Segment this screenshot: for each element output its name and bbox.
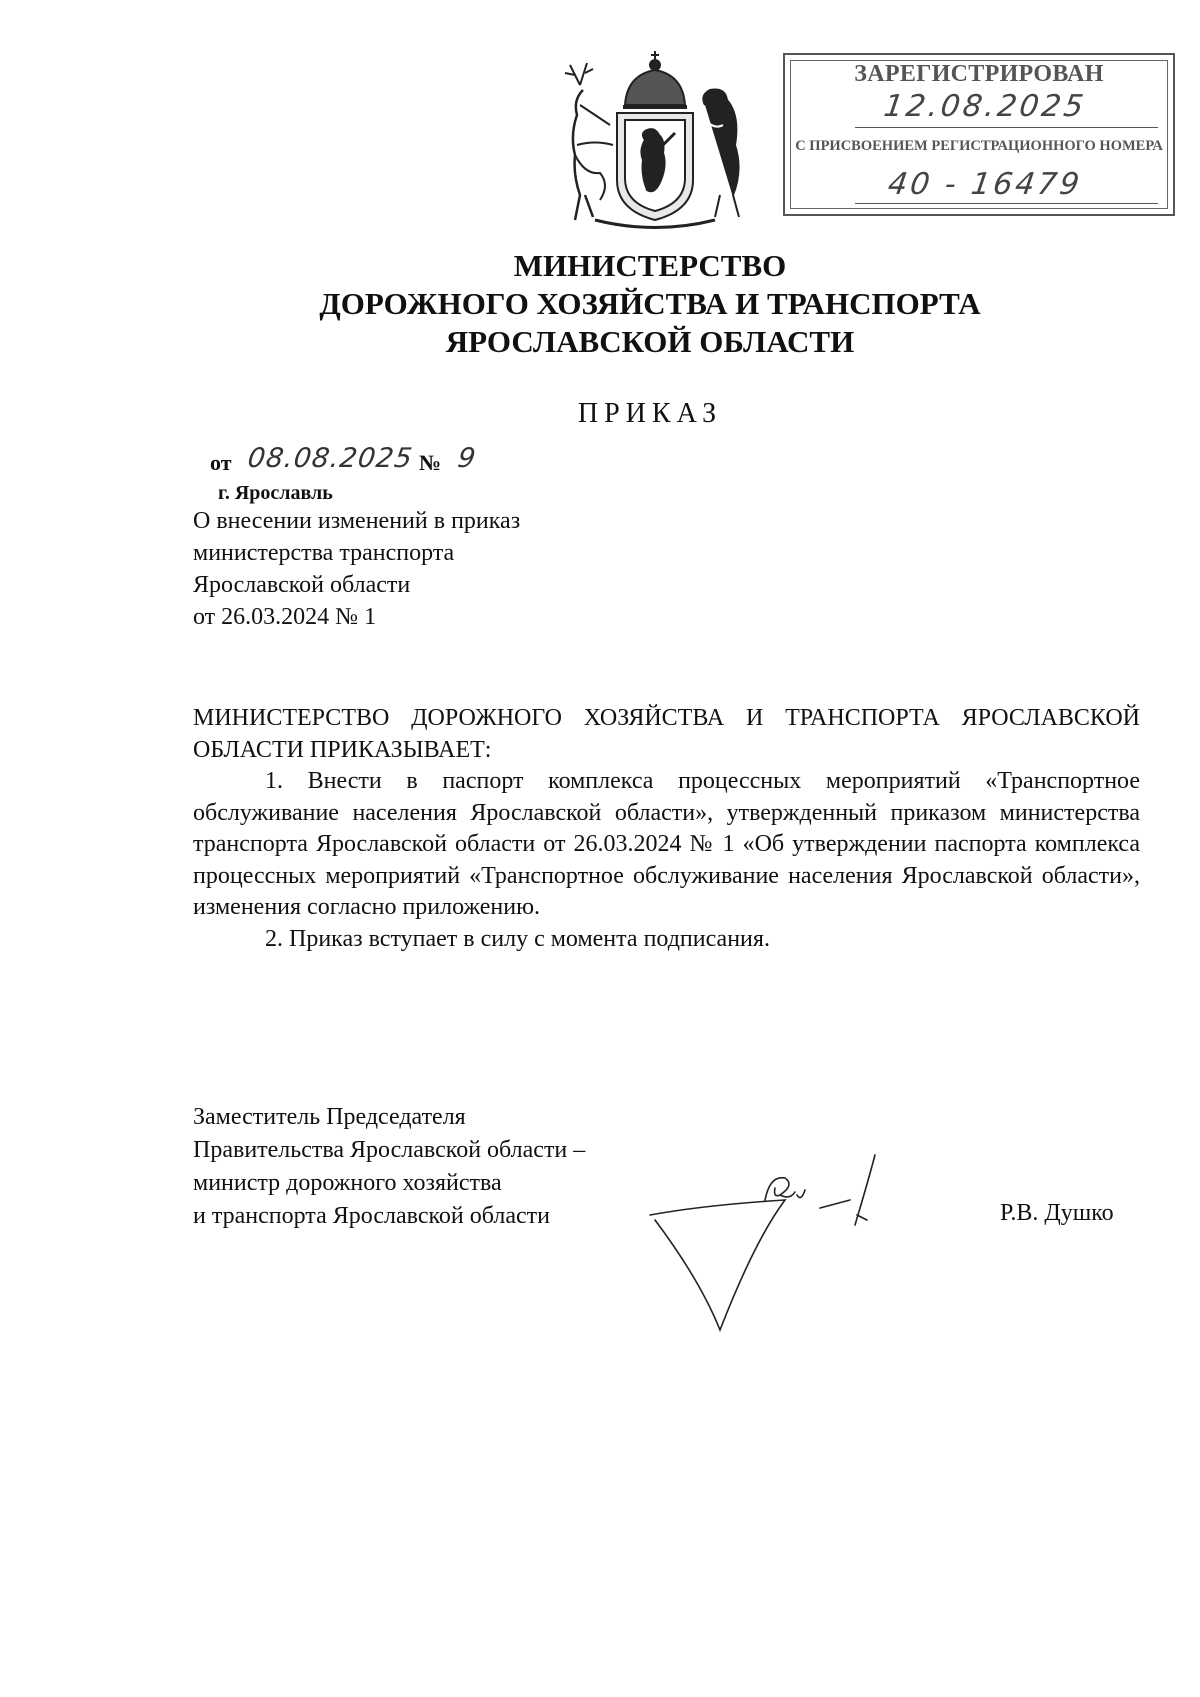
stamp-date: 12.08.2025 bbox=[881, 89, 1089, 124]
number-label: № bbox=[419, 450, 442, 475]
document-date: 08.08.2025 bbox=[245, 443, 415, 474]
stamp-number-underline bbox=[855, 203, 1158, 204]
signatory-position-line: Правительства Ярославской области – bbox=[193, 1137, 586, 1163]
signatory-position bbox=[193, 1101, 585, 1233]
signatory-name: Р.В. Душко bbox=[1000, 1200, 1114, 1226]
order-item-1: 1. Внести в паспорт комплекса процессных мероприятий «Транспортное обслуживание населения Ярославской области», утвержденный приказом министерства транспорта Ярославской области от 26.03.2024 № 1 «Об утверждении паспорта комплекса процессных мероприятий «Транспортное обслуживание населения Ярославской области», изменения согласно приложению. bbox=[193, 768, 1140, 920]
document-body bbox=[193, 703, 1140, 955]
document-type-title: ПРИКАЗ bbox=[577, 398, 723, 429]
stamp-title: ЗАРЕГИСТРИРОВАН bbox=[854, 61, 1104, 87]
coat-of-arms-emblem bbox=[555, 45, 755, 235]
ministry-heading-line: МИНИСТЕРСТВО bbox=[513, 248, 787, 283]
stamp-date-underline bbox=[855, 127, 1158, 128]
order-item-2: 2. Приказ вступает в силу с момента подписания. bbox=[265, 925, 770, 952]
stamp-subtitle: С ПРИСВОЕНИЕМ РЕГИСТРАЦИОННОГО НОМЕРА bbox=[795, 138, 1163, 154]
city: г. Ярославль bbox=[218, 482, 333, 504]
subject-line: от 26.03.2024 № 1 bbox=[193, 604, 377, 630]
document-number: 9 bbox=[455, 443, 478, 474]
signatory-position-line: министр дорожного хозяйства bbox=[193, 1170, 502, 1196]
handwritten-signature bbox=[645, 1140, 945, 1340]
ministry-heading-line: ЯРОСЛАВСКОЙ ОБЛАСТИ bbox=[445, 324, 855, 359]
signatory-position-line: Заместитель Председателя bbox=[193, 1104, 466, 1130]
subject-line: Ярославской области bbox=[193, 572, 411, 598]
document-subject bbox=[193, 505, 520, 633]
preamble: МИНИСТЕРСТВО ДОРОЖНОГО ХОЗЯЙСТВА И ТРАНСПОРТА ЯРОСЛАВСКОЙ ОБЛАСТИ ПРИКАЗЫВАЕТ: bbox=[193, 705, 1140, 763]
ministry-heading-line: ДОРОЖНОГО ХОЗЯЙСТВА И ТРАНСПОРТА bbox=[319, 286, 981, 321]
ministry-heading bbox=[0, 247, 1200, 361]
date-label: от bbox=[210, 450, 232, 475]
stamp-registration-number: 40 - 16479 bbox=[885, 167, 1085, 202]
signatory-position-line: и транспорта Ярославской области bbox=[193, 1203, 550, 1229]
subject-line: О внесении изменений в приказ bbox=[193, 508, 521, 534]
registration-stamp bbox=[783, 53, 1175, 216]
subject-line: министерства транспорта bbox=[193, 540, 455, 566]
